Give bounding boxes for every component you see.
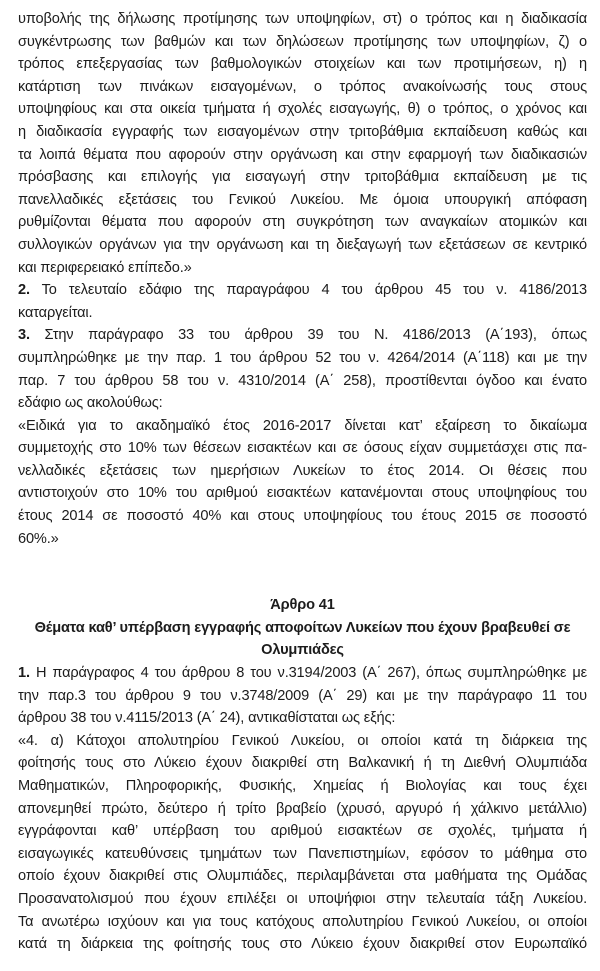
article-title-line: Θέματα καθ’ υπέρβαση εγγραφής αποφοίτων Λυκείων που έχουν βραβευθεί σε [34,619,571,636]
text-line: απονεμηθεί πρώτο, δεύτερο ή τρίτο βραβείο (χρυσό, αργυρό ή χάλκινο μετάλλιο) [18,800,587,817]
text-fragment: Η παράγραφος 4 του άρθρου 8 του ν.3194/2003 (Α΄ 267), όπως συμπληρώθηκε με [35,665,588,682]
article-header [18,594,587,662]
article-heading: Άρθρο 41 [270,597,335,614]
text-line: την παρ.3 του άρθρου 9 του ν.3748/2009 (Α΄ 29) και με την παράγραφο 11 του [18,687,587,704]
quote-line: έτους 2014 σε ποσοστό 40% και στους υποψηφίους του έτους 2015 σε ποσοστό [18,508,587,525]
article-title-line: Ολυμπιάδες [261,642,344,659]
text-line: υποβολής της δήλωσης προτίμησης των υποψηφίων, στ) ο τρόπος και η διαδικασία [18,11,587,27]
text-fragment: Στην παράγραφο 33 του άρθρου 39 του Ν. 4186/2013 (Α΄193), όπως [44,327,588,344]
paragraph-3 [18,324,587,550]
text-line: Τα ανωτέρω ισχύουν και για τους κατόχους απολυτηρίου Γενικού Λυκείου, οι οποίοι [18,913,587,930]
text-line: η διαδικασία εγγραφής των εισαγομένων στην τριτοβάθμια εκπαίδευση καθώς και [18,123,587,140]
quote-line: νελλαδικές εξετάσεις των ημερήσιων Λυκείων το έτος 2014. Οι θέσεις που [18,462,587,479]
article-paragraph-1 [18,662,587,956]
text-line: τρόπος επεξεργασίας των βαθμολογικών στοιχείων και των προτιμήσεων, η) η [18,56,587,73]
text-line: εισαγωγικές κατευθύνσεις τμημάτων των Πανεπιστημίων, εφόσον το μάθημα στο [18,845,587,862]
text-line: συμπληρώθηκε με την παρ. 1 του άρθρου 52 του ν. 4264/2014 (Α΄118) και με την [18,349,587,366]
text-line: υποψηφίους και στα οικεία τμήματα ή σχολές εισαγωγής, θ) ο τρόπος, ο χρόνος και [18,101,587,118]
text-line: παρ. 7 του άρθρου 58 του ν. 4310/2014 (Α΄ 258), προστίθενται όγδοο και ένατο [18,372,587,389]
text-line: τα λοιπά θέματα που αφορούν στην οργάνωση και στην εφαρμογή των διαδικασιών [18,146,587,163]
text-line: άρθρου 38 του ν.4115/2013 (Α΄ 24), αντικαθίσταται ως εξής: [18,710,396,727]
text-line: πανελλαδικές εξετάσεις του Γενικού Λυκείου. Με όμοια υπουργική απόφαση [18,191,587,208]
text-line: συγκέντρωσης των βαθμών και των δηλώσεων προτίμησης των υποψηφίων, ζ) ο [18,33,587,50]
text-line: κατά τη διάρκεια της φοίτησής τους στο Λύκειο έχουν διακριθεί στον Ευρωπαϊκό [18,936,587,953]
spacer [18,550,587,594]
text-line: Μαθηματικών, Πληροφορικής, Φυσικής, Χημείας ή Βιολογίας και τους έχει [18,778,587,794]
text-line: καταργείται. [18,304,93,321]
text-line: συλλογικών οργάνων για την οργάνωση και τη διεξαγωγή των εξετάσεων σε κεντρικό [18,236,587,253]
paragraph-number: 3. [18,327,30,344]
text-line: οποίο έχουν διακριθεί στις Ολυμπιάδες, περιλαμβάνεται στα μαθήματα της Ομάδας [18,868,587,885]
paragraph-continuation [18,8,587,279]
text-line: κατάρτιση των πινάκων εισαγομένων, ο τρόπος ανακοίνωσής τους στους [18,78,587,95]
text-line: πρόσβασης και επιλογής για εισαγωγή στην τριτοβάθμια εκπαίδευση με τις [18,169,587,186]
text-line: Προσανατολισμού που έχουν επιλέξει οι υποψήφιοι στην τελευταία τάξη Λυκείου. [18,890,587,907]
text-line: ρυθμίζονται θέματα που αφορούν στη συγκρότηση των αναγκαίων ατομικών και [18,214,587,231]
quote-line: συμμετοχής στο 10% των θέσεων εισακτέων και σε όσους είχαν συμμετάσχει στις πα- [18,440,587,457]
text-line: και περιφερειακό επίπεδο.» [18,259,192,276]
quote-line: 60%.» [18,530,59,547]
text-line: εδάφιο ως ακολούθως: [18,395,163,412]
text-line [18,324,587,347]
text-line [18,279,587,302]
paragraph-number: 1. [18,665,30,682]
text-fragment: Το τελευταίο εδάφιο της παραγράφου 4 του άρθρου 45 του ν. 4186/2013 [41,282,587,299]
quote-line: αντιστοιχούν στο 10% του αριθμού εισακτέων κατανέμονται στους υποψηφίους του [18,485,587,502]
text-line: φοίτησής τους στο Λύκειο έχουν διακριθεί στη Βαλκανική ή τη Διεθνή Ολυμπιάδα [18,755,587,772]
text-line [18,662,587,685]
paragraph-number: 2. [18,282,30,299]
document-page [18,8,587,956]
paragraph-2 [18,279,587,324]
quote-line: «Ειδικά για το ακαδημαϊκό έτος 2016-2017 δίνεται κατ’ εξαίρεση το δικαίωμα [18,417,587,434]
text-line: «4. α) Κάτοχοι απολυτηρίου Γενικού Λυκείου, οι οποίοι κατά τη διάρκεια της [18,732,587,749]
text-line: εγγράφονται καθ’ υπέρβαση του αριθμού εισακτέων σε σχολές, τμήματα ή [18,823,587,840]
